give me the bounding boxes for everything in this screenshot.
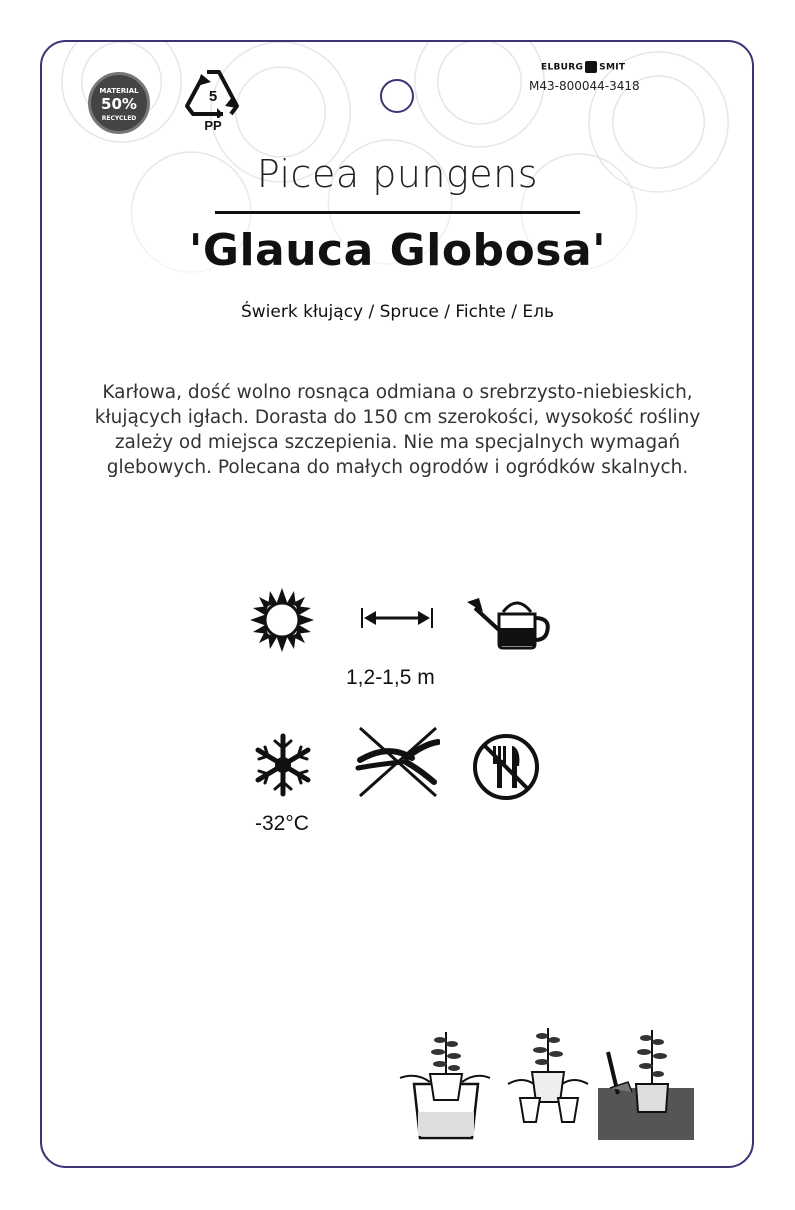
not-edible-icon — [471, 732, 541, 802]
title-divider — [215, 211, 580, 214]
step-two-remove — [508, 1028, 588, 1122]
watering-can-icon — [465, 592, 551, 650]
width-arrow-icon — [360, 606, 434, 630]
plant-description: Karłowa, dość wolno rosnąca odmiana o srebrzysto-niebieskich, kłujących igłach. Dorasta do 150 cm szerokości, wysokość rośliny zależy od miejsca szczepienia. Nie ma specjalnych wymagań glebowych. Polecana do małych ogrodów i ogródków skalnych. — [94, 382, 701, 478]
brand-name-right: SMIT — [599, 62, 626, 73]
common-names: Świerk kłujący / Spruce / Fichte / Ель — [240, 302, 554, 322]
cultivar-name: 'Glauca Globosa' — [188, 225, 607, 276]
badge-line-3: RECYCLED — [101, 115, 137, 122]
product-code: M43-800044-3418 — [529, 79, 640, 93]
plant-label-card — [40, 40, 754, 1168]
snowflake-icon — [251, 733, 315, 797]
recycled-material-badge — [88, 72, 150, 134]
width-label: 1,2-1,5 m — [346, 666, 435, 689]
latin-name: Picea pungens — [256, 152, 539, 196]
badge-line-1: MATERIAL — [99, 87, 139, 95]
recycle-symbol — [183, 66, 243, 134]
badge-percent: 50% — [101, 95, 137, 113]
sun-icon — [250, 588, 314, 652]
brand-logo — [541, 61, 651, 73]
frost-label: -32°C — [255, 812, 309, 835]
no-pruning-shears-icon — [354, 724, 440, 800]
planting-steps-illustration — [396, 1022, 694, 1142]
hang-hole — [380, 79, 414, 113]
brand-mark-icon — [585, 61, 597, 73]
recycle-material: PP — [204, 118, 222, 133]
recycle-number: 5 — [208, 88, 218, 105]
step-one-pot — [400, 1032, 490, 1138]
brand-name-left: ELBURG — [541, 62, 584, 73]
step-three-plant — [598, 1030, 694, 1140]
